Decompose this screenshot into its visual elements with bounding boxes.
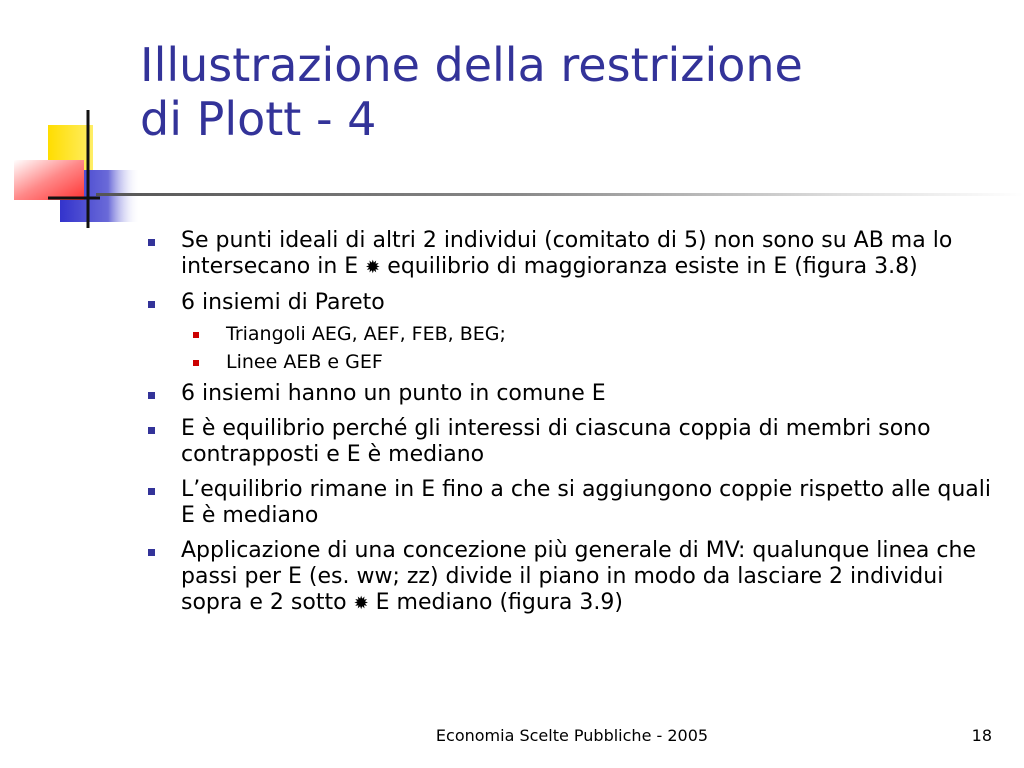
bullet-text: Se punti ideali di altri 2 individui (comitato di 5) non sono su AB ma lo intersecano in E xyxy=(181,228,953,279)
bullet-text: equilibrio di maggioranza esiste in E (figura 3.8) xyxy=(387,254,918,279)
bullet-item xyxy=(148,416,998,468)
sub-bullet-text: Triangoli AEG, AEF, FEB, BEG; xyxy=(226,323,506,345)
bullet-item xyxy=(148,538,998,617)
bullet-item xyxy=(148,228,998,281)
sub-bullet-item xyxy=(193,351,998,373)
footer-title: Economia Scelte Pubbliche - 2005 xyxy=(435,726,709,745)
bullet-item xyxy=(148,477,998,529)
bullet-item xyxy=(148,381,998,407)
page-number: 18 xyxy=(971,726,992,745)
bullet-text: Applicazione di una concezione più generale di MV: qualunque linea che passi per E (es. ww; zz) divide il piano in modo da lasciare 2 individui sopra e 2 sotto xyxy=(181,538,976,615)
implies-icon: ✹ xyxy=(365,257,381,278)
title-line-1: Illustrazione della restrizione xyxy=(140,38,803,92)
bullet-item xyxy=(148,290,998,316)
title-divider xyxy=(96,193,1024,196)
sub-bullet-item xyxy=(193,323,998,345)
bullet-text: E mediano (figura 3.9) xyxy=(375,590,623,615)
slide-body xyxy=(148,228,998,626)
title-line-2: di Plott - 4 xyxy=(140,92,377,146)
sub-bullet-text: Linee AEB e GEF xyxy=(226,351,383,373)
bullet-text: 6 insiemi di Pareto xyxy=(181,290,385,315)
red-square xyxy=(14,160,84,200)
bullet-text: E è equilibrio perché gli interessi di ciascuna coppia di membri sono contrapposti e E è mediano xyxy=(181,416,931,467)
slide-title xyxy=(140,38,1000,146)
implies-icon: ✹ xyxy=(353,593,369,614)
bullet-text: L’equilibrio rimane in E fino a che si aggiungono coppie rispetto alle quali E è mediano xyxy=(181,477,991,528)
bullet-text: 6 insiemi hanno un punto in comune E xyxy=(181,381,606,406)
corner-decoration xyxy=(0,0,150,240)
